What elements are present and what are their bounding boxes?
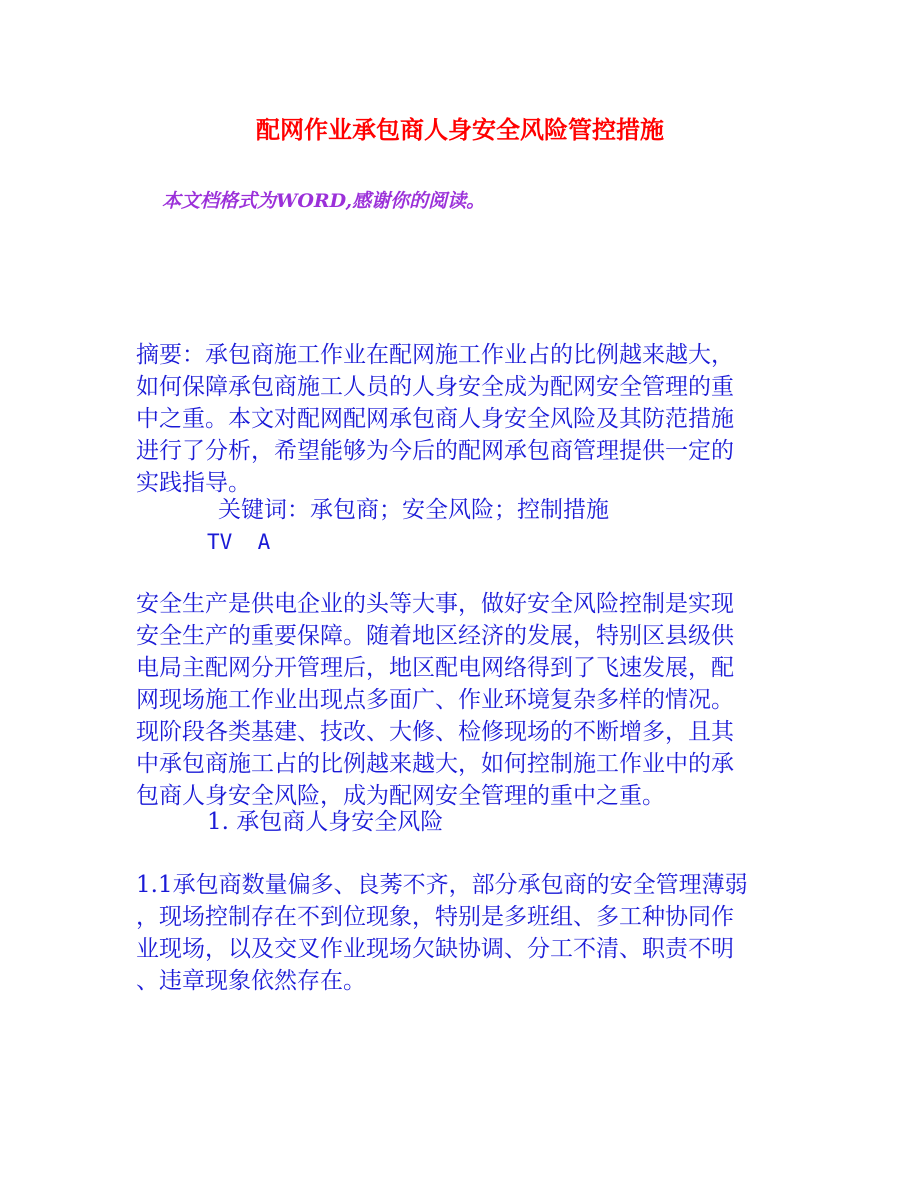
keywords-line: 关键词：承包商；安全风险；控制措施	[218, 497, 609, 523]
intro-line: 包商人身安全风险，成为配网安全管理的重中之重。	[136, 783, 665, 809]
section-line: 1.1承包商数量偏多、良莠不齐，部分承包商的安全管理薄弱	[136, 872, 748, 898]
abstract-line: 中之重。本文对配网配网承包商人身安全风险及其防范措施	[136, 406, 734, 432]
abstract-paragraph	[136, 339, 776, 499]
classification-code: TV A	[207, 530, 271, 554]
intro-line: 现阶段各类基建、技改、大修、检修现场的不断增多，且其	[136, 719, 734, 745]
intro-line: 电局主配网分开管理后，地区配电网络得到了飞速发展，配	[136, 655, 734, 681]
intro-line: 安全生产是供电企业的头等大事，做好安全风险控制是实现	[136, 591, 734, 617]
format-notice: 本文档格式为WORD,感谢你的阅读。	[162, 190, 486, 212]
abstract-line: 实践指导。	[136, 470, 251, 496]
abstract-line: 摘要：承包商施工作业在配网施工作业占的比例越来越大，	[136, 342, 734, 368]
abstract-line: 进行了分析，希望能够为今后的配网承包商管理提供一定的	[136, 438, 734, 464]
document-title: 配网作业承包商人身安全风险管控措施	[256, 115, 664, 144]
section-line: ，现场控制存在不到位现象，特别是多班组、多工种协同作	[136, 904, 734, 930]
intro-line: 中承包商施工占的比例越来越大，如何控制施工作业中的承	[136, 751, 734, 777]
section-paragraph	[136, 869, 776, 997]
intro-paragraph	[136, 588, 776, 812]
abstract-line: 如何保障承包商施工人员的人身安全成为配网安全管理的重	[136, 374, 734, 400]
section-line: 业现场，以及交叉作业现场欠缺协调、分工不清、职责不明	[136, 936, 734, 962]
intro-line: 网现场施工作业出现点多面广、作业环境复杂多样的情况。	[136, 687, 734, 713]
section-line: 、违章现象依然存在。	[136, 968, 366, 994]
intro-line: 安全生产的重要保障。随着地区经济的发展，特别区县级供	[136, 623, 734, 649]
section-heading: 1. 承包商人身安全风险	[207, 809, 444, 835]
